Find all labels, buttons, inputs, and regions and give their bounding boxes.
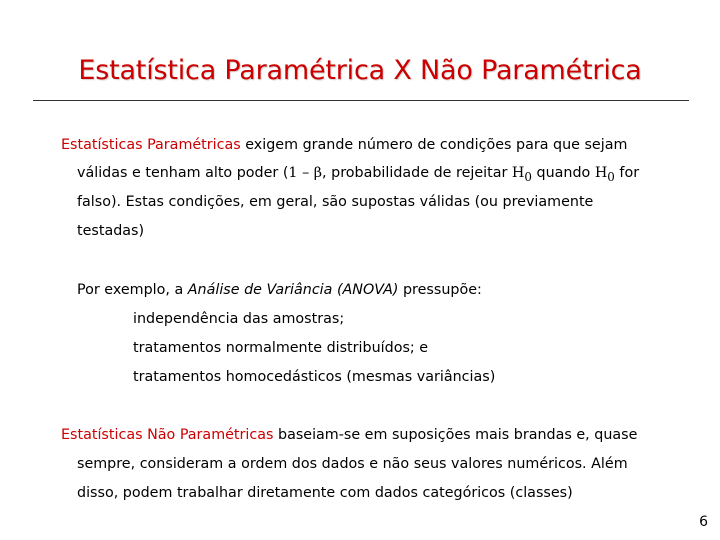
parametric-term: Estatísticas Paramétricas xyxy=(61,137,241,153)
slide-title: Estatística Paramétrica X Não Paramétrica xyxy=(78,55,642,86)
anova-term: Análise de Variância (ANOVA) xyxy=(187,282,399,298)
para2-line2: sempre, consideram a ordem dos dados e não seus valores numéricos. Além xyxy=(77,456,628,472)
h0-symbol-2: $H_0$ xyxy=(594,165,615,184)
nonparametric-term: Estatísticas Não Paramétricas xyxy=(61,427,274,443)
para1-line3: falso). Estas condições, em geral, são supostas válidas (ou previamente xyxy=(77,194,594,210)
power-formula: 1 – β xyxy=(288,165,323,181)
page-number: 6 xyxy=(699,514,708,530)
h0-symbol: $H_0$ xyxy=(511,165,532,184)
para1-line4: testadas) xyxy=(77,223,145,239)
list-item: tratamentos homocedásticos (mesmas variâncias) xyxy=(133,369,496,385)
para2-line1: Estatísticas Não Paramétricas baseiam-se em suposições mais brandas e, quase xyxy=(61,427,638,443)
para2-line3: disso, podem trabalhar diretamente com dados categóricos (classes) xyxy=(77,485,573,501)
list-item: independência das amostras; xyxy=(133,311,345,327)
para1-line2: válidas e tenham alto poder (1 – β, probabilidade de rejeitar $H_0$ quando $H_0$ for xyxy=(77,165,640,184)
list-item: tratamentos normalmente distribuídos; e xyxy=(133,340,429,356)
para1-line1: Estatísticas Paramétricas exigem grande número de condições para que sejam xyxy=(61,137,628,153)
example-intro: Por exemplo, a Análise de Variância (ANOVA) pressupõe: xyxy=(77,282,482,298)
